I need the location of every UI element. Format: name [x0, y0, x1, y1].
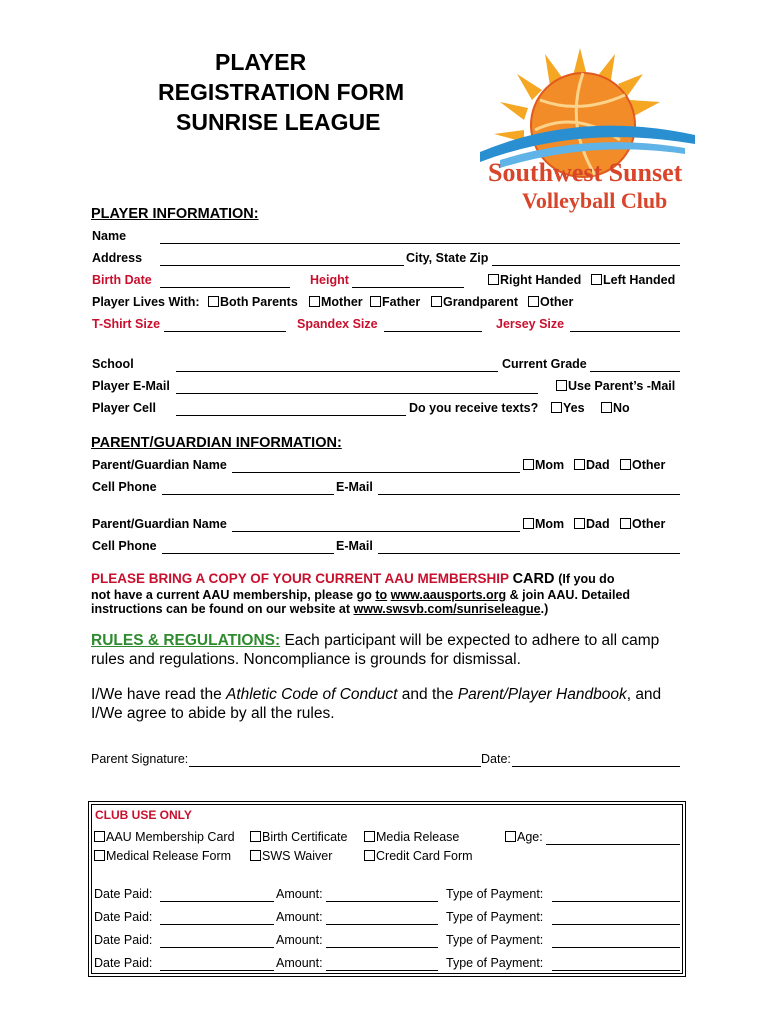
- school-field[interactable]: [176, 371, 498, 372]
- rules-line-2: rules and regulations. Noncompliance is grounds for dismissal.: [91, 651, 521, 668]
- checkbox-icon[interactable]: [620, 518, 631, 529]
- checkbox-icon[interactable]: [364, 850, 375, 861]
- signature-label: Parent Signature:: [91, 752, 189, 766]
- payment-type-label: Type of Payment:: [446, 910, 544, 924]
- age-field[interactable]: [546, 844, 680, 845]
- jersey-field[interactable]: [570, 331, 680, 332]
- club-use-heading: CLUB USE ONLY: [95, 808, 192, 822]
- spandex-field[interactable]: [384, 331, 482, 332]
- date-paid-label: Date Paid:: [94, 933, 153, 947]
- date-paid-label: Date Paid:: [94, 910, 153, 924]
- city-state-zip-field[interactable]: [492, 265, 680, 266]
- amount-label: Amount:: [276, 933, 323, 947]
- date-paid-field[interactable]: [160, 924, 274, 925]
- name-field[interactable]: [160, 243, 680, 244]
- parent1-other-option[interactable]: Other: [620, 458, 665, 472]
- amount-label: Amount:: [276, 887, 323, 901]
- signature-date-field[interactable]: [512, 766, 680, 767]
- checkbox-icon[interactable]: [94, 850, 105, 861]
- parent2-cell-field[interactable]: [162, 553, 334, 554]
- name-label: Name: [92, 229, 127, 243]
- sunrise-league-link[interactable]: www.swsvb.com/sunriseleague: [353, 602, 541, 616]
- player-email-label: Player E-Mail: [92, 379, 170, 393]
- tshirt-label: T-Shirt Size: [92, 317, 161, 331]
- amount-label: Amount:: [276, 910, 323, 924]
- texts-yes-option[interactable]: Yes: [551, 401, 585, 415]
- parent2-cell-label: Cell Phone: [92, 539, 157, 553]
- payment-type-label: Type of Payment:: [446, 933, 544, 947]
- parent2-name-label: Parent/Guardian Name: [92, 517, 227, 531]
- checkbox-icon[interactable]: [488, 274, 499, 285]
- checkbox-icon[interactable]: [505, 831, 516, 842]
- aau-notice-line-3: instructions can be found on our website at www.swsvb.com/sunriseleague.): [91, 602, 549, 616]
- checkbox-icon[interactable]: [250, 850, 261, 861]
- father-option[interactable]: Father: [370, 295, 420, 309]
- logo-text-1: Southwest Sunset: [488, 158, 683, 187]
- parent2-name-field[interactable]: [232, 531, 520, 532]
- checkbox-icon[interactable]: [523, 459, 534, 470]
- title-line-1: PLAYER: [215, 49, 307, 75]
- grandparent-option[interactable]: Grandparent: [431, 295, 518, 309]
- date-paid-field[interactable]: [160, 901, 274, 902]
- checkbox-icon[interactable]: [94, 831, 105, 842]
- texts-question: Do you receive texts?: [409, 401, 539, 415]
- parent1-dad-option[interactable]: Dad: [574, 458, 610, 472]
- logo-text-2: Volleyball Club: [522, 188, 668, 213]
- title-line-3: SUNRISE LEAGUE: [176, 109, 381, 135]
- current-grade-label: Current Grade: [502, 357, 587, 371]
- player-cell-label: Player Cell: [92, 401, 156, 415]
- checkbox-icon[interactable]: [370, 296, 381, 307]
- age-option[interactable]: Age:: [505, 830, 543, 844]
- parent-info-heading: PARENT/GUARDIAN INFORMATION:: [91, 435, 342, 451]
- date-paid-label: Date Paid:: [94, 887, 153, 901]
- parent2-dad-option[interactable]: Dad: [574, 517, 610, 531]
- payment-type-label: Type of Payment:: [446, 887, 544, 901]
- amount-label: Amount:: [276, 956, 323, 970]
- checkbox-icon[interactable]: [556, 380, 567, 391]
- parent1-cell-field[interactable]: [162, 494, 334, 495]
- parent1-name-field[interactable]: [232, 472, 520, 473]
- checkbox-icon[interactable]: [309, 296, 320, 307]
- aau-card-option[interactable]: AAU Membership Card: [94, 830, 235, 844]
- city-state-zip-label: City, State Zip: [406, 251, 489, 265]
- tshirt-field[interactable]: [164, 331, 286, 332]
- media-release-option[interactable]: Media Release: [364, 830, 459, 844]
- mother-option[interactable]: Mother: [309, 295, 363, 309]
- checkbox-icon[interactable]: [208, 296, 219, 307]
- checkbox-icon[interactable]: [523, 518, 534, 529]
- checkbox-icon[interactable]: [364, 831, 375, 842]
- parent2-mom-option[interactable]: Mom: [523, 517, 564, 531]
- player-cell-field[interactable]: [176, 415, 406, 416]
- amount-field[interactable]: [326, 901, 438, 902]
- checkbox-icon[interactable]: [574, 518, 585, 529]
- date-paid-label: Date Paid:: [94, 956, 153, 970]
- payment-type-field[interactable]: [552, 901, 680, 902]
- address-label: Address: [92, 251, 143, 265]
- birth-cert-option[interactable]: Birth Certificate: [250, 830, 347, 844]
- parent1-mom-option[interactable]: Mom: [523, 458, 564, 472]
- checkbox-icon[interactable]: [250, 831, 261, 842]
- rules-line-1: RULES & REGULATIONS: Each participant will be expected to adhere to all camp: [91, 632, 660, 649]
- both-parents-option[interactable]: Both Parents: [208, 295, 298, 309]
- parent2-other-option[interactable]: Other: [620, 517, 665, 531]
- checkbox-icon[interactable]: [551, 402, 562, 413]
- spandex-label: Spandex Size: [297, 317, 378, 331]
- parent1-email-field[interactable]: [378, 494, 680, 495]
- parent2-email-field[interactable]: [378, 553, 680, 554]
- checkbox-icon[interactable]: [601, 402, 612, 413]
- date-paid-field[interactable]: [160, 970, 274, 971]
- checkbox-icon[interactable]: [591, 274, 602, 285]
- height-field[interactable]: [352, 287, 464, 288]
- jersey-label: Jersey Size: [496, 317, 565, 331]
- school-label: School: [92, 357, 134, 371]
- right-handed-option[interactable]: Right Handed: [488, 273, 581, 287]
- medical-release-option[interactable]: Medical Release Form: [94, 849, 231, 863]
- checkbox-icon[interactable]: [528, 296, 539, 307]
- aau-notice-line-1: PLEASE BRING A COPY OF YOUR CURRENT AAU MEMBERSHIP CARD (If you do: [91, 571, 615, 587]
- parent1-cell-label: Cell Phone: [92, 480, 157, 494]
- credit-card-option[interactable]: Credit Card Form: [364, 849, 473, 863]
- payment-type-field[interactable]: [552, 924, 680, 925]
- parent2-email-label: E-Mail: [336, 539, 373, 553]
- birth-date-label: Birth Date: [92, 273, 152, 287]
- agree-line-2: I/We agree to abide by all the rules.: [91, 705, 335, 722]
- current-grade-field[interactable]: [590, 371, 680, 372]
- title-line-2: REGISTRATION FORM: [158, 79, 405, 105]
- sws-waiver-option[interactable]: SWS Waiver: [250, 849, 332, 863]
- checkbox-icon[interactable]: [431, 296, 442, 307]
- checkbox-icon[interactable]: [574, 459, 585, 470]
- amount-field[interactable]: [326, 924, 438, 925]
- address-field[interactable]: [160, 265, 404, 266]
- payment-type-field[interactable]: [552, 970, 680, 971]
- birth-date-field[interactable]: [160, 287, 290, 288]
- other-option[interactable]: Other: [528, 295, 573, 309]
- texts-no-option[interactable]: No: [601, 401, 630, 415]
- agree-line-1: I/We have read the Athletic Code of Conduct and the Parent/Player Handbook, and: [91, 686, 662, 703]
- player-email-field[interactable]: [176, 393, 538, 394]
- date-paid-field[interactable]: [160, 947, 274, 948]
- amount-field[interactable]: [326, 947, 438, 948]
- aau-link[interactable]: www.aausports.org: [390, 588, 507, 602]
- signature-field[interactable]: [189, 766, 481, 767]
- use-parent-mail-option[interactable]: Use Parent’s -Mail: [556, 379, 675, 393]
- club-logo: [470, 40, 700, 220]
- payment-type-label: Type of Payment:: [446, 956, 544, 970]
- lives-with-label: Player Lives With:: [92, 295, 200, 309]
- signature-date-label: Date:: [481, 752, 511, 766]
- amount-field[interactable]: [326, 970, 438, 971]
- payment-type-field[interactable]: [552, 947, 680, 948]
- height-label: Height: [310, 273, 349, 287]
- parent1-name-label: Parent/Guardian Name: [92, 458, 227, 472]
- checkbox-icon[interactable]: [620, 459, 631, 470]
- left-handed-option[interactable]: Left Handed: [591, 273, 675, 287]
- player-info-heading: PLAYER INFORMATION:: [91, 206, 259, 222]
- parent1-email-label: E-Mail: [336, 480, 373, 494]
- aau-notice-line-2: not have a current AAU membership, please go to www.aausports.org & join AAU. Detailed: [91, 588, 631, 602]
